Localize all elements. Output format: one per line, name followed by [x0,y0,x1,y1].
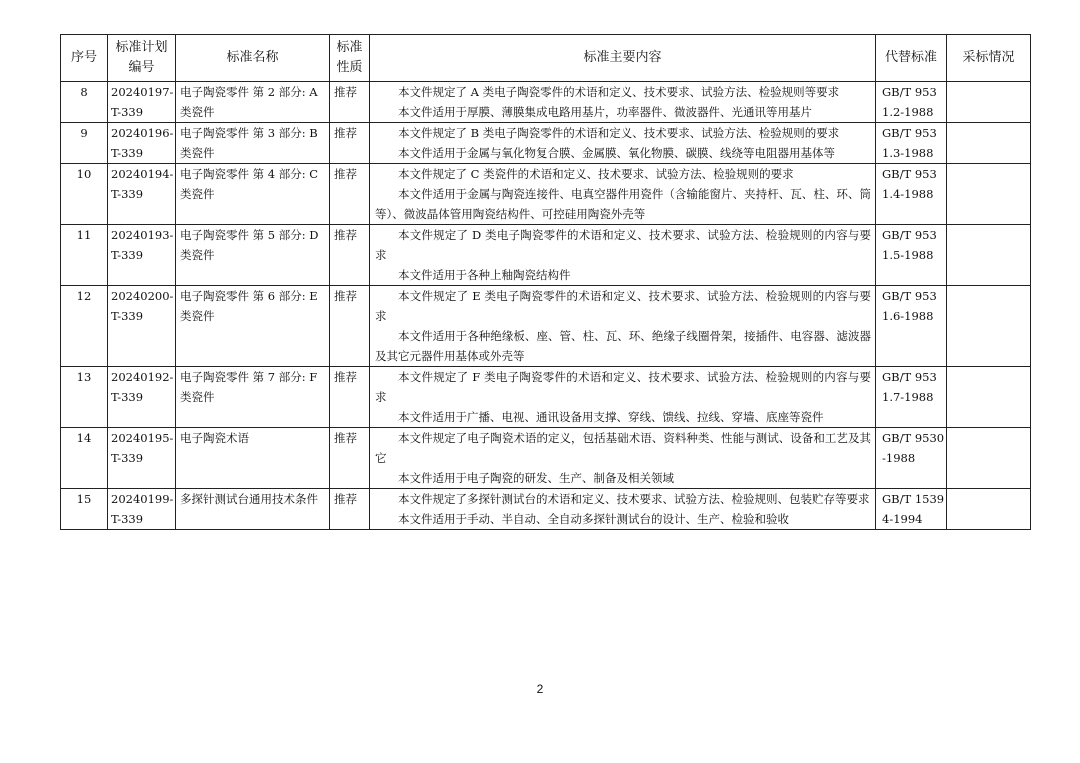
header-adopt: 采标情况 [947,35,1031,82]
table-row [61,123,1031,164]
replaced-standard: GB/T 9531.3-1988 [876,123,947,164]
standard-property: 推荐 [330,489,370,530]
row-number: 12 [61,286,108,367]
content-paragraph: 本文件规定了 A 类电子陶瓷零件的术语和定义、技术要求、试验方法、检验规则等要求 [398,85,840,99]
plan-number: 20240193-T-339 [108,225,176,286]
standard-property: 推荐 [330,428,370,489]
replaced-standard: GB/T 9531.4-1988 [876,164,947,225]
header-plan-number [108,35,176,82]
standard-content [370,367,876,428]
table-row [61,164,1031,225]
plan-number: 20240200-T-339 [108,286,176,367]
adoption-status [947,123,1031,164]
table-row [61,286,1031,367]
content-paragraph: 本文件规定了 D 类电子陶瓷零件的术语和定义、技术要求、试验方法、检验规则的内容与要求 [375,228,871,262]
content-paragraph: 本文件规定了多探针测试台的术语和定义、技术要求、试验方法、检验规则、包装贮存等要求 [398,492,870,506]
header-row [61,35,1031,82]
header-content: 标准主要内容 [370,35,876,82]
adoption-status [947,82,1031,123]
standard-name: 电子陶瓷零件 第 4 部分: C 类瓷件 [176,164,330,225]
content-paragraph: 本文件规定了 F 类电子陶瓷零件的术语和定义、技术要求、试验方法、检验规则的内容与要求 [375,370,871,404]
content-paragraph: 本文件适用于各种绝缘板、座、管、柱、瓦、环、绝缘子线圈骨架，接插件、电容器、滤波器及其它元器件用基体或外壳等 [375,329,871,363]
row-number: 14 [61,428,108,489]
content-paragraph: 本文件规定了 B 类电子陶瓷零件的术语和定义、技术要求、试验方法、检验规则的要求 [398,126,840,140]
adoption-status [947,225,1031,286]
standard-name: 电子陶瓷零件 第 6 部分: E 类瓷件 [176,286,330,367]
content-paragraph: 本文件适用于金属与陶瓷连接件、电真空器件用瓷件（含输能窗片、夹持杆、瓦、柱、环、筒等）、微波晶体管用陶瓷结构件、可控硅用陶瓷外壳等 [375,187,871,221]
replaced-standard: GB/T 9531.7-1988 [876,367,947,428]
header-property-line1: 标准 [336,40,363,55]
row-number: 13 [61,367,108,428]
table-row [61,428,1031,489]
adoption-status [947,286,1031,367]
row-number: 9 [61,123,108,164]
content-paragraph: 本文件规定了 E 类电子陶瓷零件的术语和定义、技术要求、试验方法、检验规则的内容与要求 [375,289,871,323]
standard-name: 电子陶瓷零件 第 5 部分: D 类瓷件 [176,225,330,286]
header-property [330,35,370,82]
standard-content [370,428,876,489]
plan-number: 20240196-T-339 [108,123,176,164]
content-paragraph: 本文件适用于广播、电视、通讯设备用支撑、穿线、馈线、拉线、穿墙、底座等瓷件 [398,410,824,424]
replaced-standard: GB/T 9531.6-1988 [876,286,947,367]
content-paragraph: 本文件规定了 C 类瓷件的术语和定义、技术要求、试验方法、检验规则的要求 [398,167,794,181]
standard-name: 多探针测试台通用技术条件 [176,489,330,530]
plan-number: 20240194-T-339 [108,164,176,225]
row-number: 10 [61,164,108,225]
standard-name: 电子陶瓷术语 [176,428,330,489]
replaced-standard: GB/T 15394-1994 [876,489,947,530]
standard-content [370,286,876,367]
table-row [61,225,1031,286]
header-property-line2: 性质 [336,60,363,75]
header-plan-line1: 标准计划 [115,40,168,55]
standard-property: 推荐 [330,367,370,428]
row-number: 8 [61,82,108,123]
table-row [61,82,1031,123]
replaced-standard: GB/T 9531.2-1988 [876,82,947,123]
page-number: 2 [536,682,544,696]
header-replace: 代替标准 [876,35,947,82]
plan-number: 20240195-T-339 [108,428,176,489]
standard-property: 推荐 [330,286,370,367]
plan-number: 20240199-T-339 [108,489,176,530]
standard-name: 电子陶瓷零件 第 2 部分: A 类瓷件 [176,82,330,123]
row-number: 11 [61,225,108,286]
adoption-status [947,428,1031,489]
standard-property: 推荐 [330,123,370,164]
standard-name: 电子陶瓷零件 第 3 部分: B 类瓷件 [176,123,330,164]
standard-content [370,164,876,225]
standard-content [370,82,876,123]
content-paragraph: 本文件适用于手动、半自动、全自动多探针测试台的设计、生产、检验和验收 [398,512,789,526]
standard-content [370,489,876,530]
adoption-status [947,367,1031,428]
header-name: 标准名称 [176,35,330,82]
replaced-standard: GB/T 9530-1988 [876,428,947,489]
plan-number: 20240197-T-339 [108,82,176,123]
table-row [61,489,1031,530]
standard-property: 推荐 [330,164,370,225]
content-paragraph: 本文件适用于金属与氧化物复合膜、金属膜、氧化物膜、碳膜、线绕等电阻器用基体等 [398,146,835,160]
plan-number: 20240192-T-339 [108,367,176,428]
standard-property: 推荐 [330,225,370,286]
header-no: 序号 [61,35,108,82]
adoption-status [947,489,1031,530]
content-paragraph: 本文件规定了电子陶瓷术语的定义，包括基础术语、资料种类、性能与测试、设备和工艺及其它 [375,431,871,465]
table-row [61,367,1031,428]
standard-content [370,123,876,164]
standard-property: 推荐 [330,82,370,123]
adoption-status [947,164,1031,225]
content-paragraph: 本文件适用于厚膜、薄膜集成电路用基片，功率器件、微波器件、光通讯等用基片 [398,105,812,119]
standard-name: 电子陶瓷零件 第 7 部分: F 类瓷件 [176,367,330,428]
content-paragraph: 本文件适用于电子陶瓷的研发、生产、制备及相关领域 [398,471,674,485]
standards-table [60,34,1031,530]
header-plan-line2: 编号 [128,60,155,75]
replaced-standard: GB/T 9531.5-1988 [876,225,947,286]
standard-content [370,225,876,286]
row-number: 15 [61,489,108,530]
content-paragraph: 本文件适用于各种上釉陶瓷结构件 [398,268,571,282]
